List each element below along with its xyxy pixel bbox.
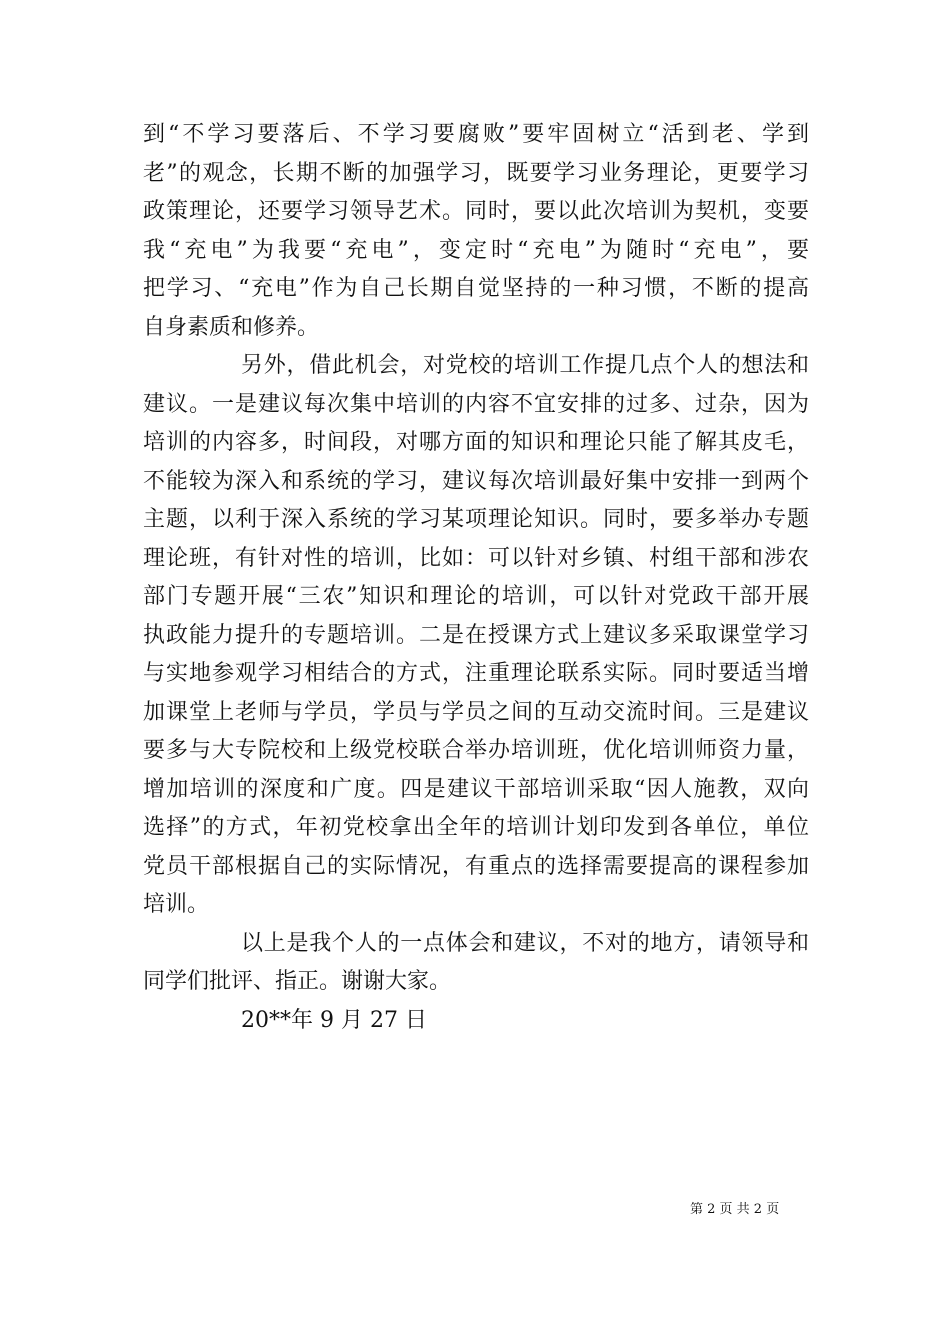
body-line: 把学习、“充电”作为自己长期自觉坚持的一种习惯，不断的提高: [143, 276, 809, 301]
body-line: 培训的内容多，时间段，对哪方面的知识和理论只能了解其皮毛，: [143, 430, 809, 455]
body-line: 要多与大专院校和上级党校联合举办培训班，优化培训师资力量，: [143, 738, 809, 763]
document-body: [143, 116, 809, 1040]
body-line: 部门专题开展“三农”知识和理论的培训，可以针对党政干部开展: [143, 584, 809, 609]
document-date: 20**年 9 月 27 日: [241, 1007, 427, 1033]
body-line: 执政能力提升的专题培训。二是在授课方式上建议多采取课堂学习: [143, 622, 809, 648]
body-line: 同学们批评、指正。谢谢大家。: [143, 969, 452, 994]
body-line: 政策理论，还要学习领导艺术。同时，要以此次培训为契机，变要: [143, 199, 809, 224]
body-line: 不能较为深入和系统的学习，建议每次培训最好集中安排一到两个: [143, 468, 809, 494]
body-line: 培训。: [143, 892, 210, 917]
body-line: 党员干部根据自己的实际情况，有重点的选择需要提高的课程参加: [143, 853, 809, 879]
body-line: 选择”的方式，年初党校拿出全年的培训计划印发到各单位，单位: [143, 815, 809, 840]
body-line: 与实地参观学习相结合的方式，注重理论联系实际。同时要适当增: [143, 661, 809, 686]
paragraph-start-line: 以上是我个人的一点体会和建议，不对的地方，请领导和: [241, 930, 809, 956]
body-line: 加课堂上老师与学员，学员与学员之间的互动交流时间。三是建议: [143, 699, 809, 725]
body-line: 理论班，有针对性的培训，比如：可以针对乡镇、村组干部和涉农: [143, 545, 809, 571]
page-number-footer: 第 2 页 共 2 页: [690, 1202, 780, 1217]
body-line: 我“充电”为我要“充电”，变定时“充电”为随时“充电”，要: [143, 237, 809, 263]
body-line: 到“不学习要落后、不学习要腐败”要牢固树立“活到老、学到: [143, 122, 809, 147]
body-line: 主题，以利于深入系统的学习某项理论知识。同时，要多举办专题: [143, 507, 809, 532]
body-line: 增加培训的深度和广度。四是建议干部培训采取“因人施教，双向: [143, 776, 809, 802]
body-line: 老”的观念，长期不断的加强学习，既要学习业务理论，更要学习: [143, 160, 809, 186]
body-line: 建议。一是建议每次集中培训的内容不宜安排的过多、过杂，因为: [143, 391, 809, 417]
paragraph-start-line: 另外，借此机会，对党校的培训工作提几点个人的想法和: [241, 353, 809, 378]
body-line: 自身素质和修养。: [143, 314, 320, 340]
